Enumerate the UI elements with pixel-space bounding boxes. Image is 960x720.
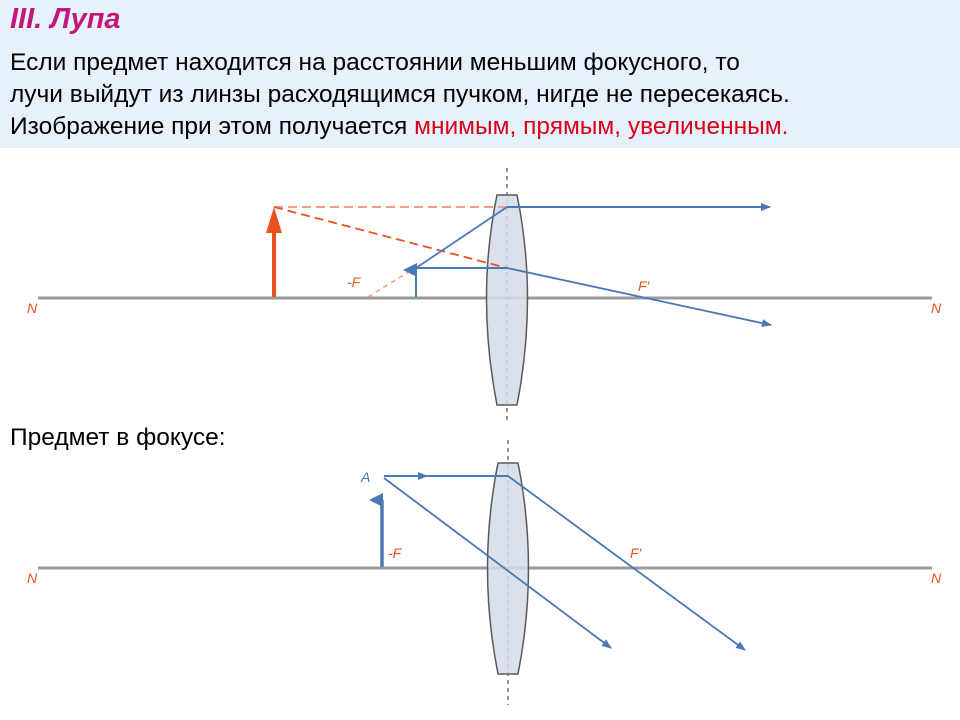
slide-title: III. Лупа: [10, 3, 121, 35]
focus-label-left-2: -F: [388, 545, 402, 561]
term-upright: прямым: [523, 113, 615, 140]
term-separator-2: ,: [614, 113, 628, 140]
point-label-a: A: [361, 469, 371, 485]
subtitle-object-at-focus: Предмет в фокусе:: [10, 424, 226, 451]
ray-mid-arrowhead: [418, 472, 428, 480]
focus-label-left: -F: [347, 274, 361, 290]
virtual-image-arrowhead: [266, 207, 282, 233]
term-separator-1: ,: [509, 113, 524, 140]
diagram-object-at-focus: [27, 440, 942, 705]
description-line-2: лучи выйдут из линзы расходящимся пучком, нигде не пересекаясь.: [10, 81, 790, 108]
axis-label-left: N: [27, 300, 38, 316]
converging-lens-2: [488, 463, 529, 674]
term-virtual: мнимым: [414, 113, 510, 140]
axis-label-right-2: N: [931, 570, 942, 586]
line3-suffix: .: [781, 113, 789, 140]
blue-ray-refracted-2: [508, 476, 745, 650]
focus-label-right-2: F': [630, 545, 642, 561]
axis-label-right: N: [931, 300, 942, 316]
orange-dashed-ray-back-extension: [368, 268, 415, 297]
converging-lens: [487, 195, 528, 405]
line3-prefix: Изображение при этом получается: [10, 113, 415, 140]
axis-label-left-2: N: [27, 570, 38, 586]
orange-dashed-ray-diagonal: [274, 207, 507, 268]
diagram-magnifier: [27, 168, 942, 420]
focus-label-right: F': [638, 278, 650, 294]
description-line-1: Если предмет находится на расстоянии меньшим фокусного, то: [10, 49, 740, 76]
term-magnified: увеличенным: [627, 113, 782, 140]
